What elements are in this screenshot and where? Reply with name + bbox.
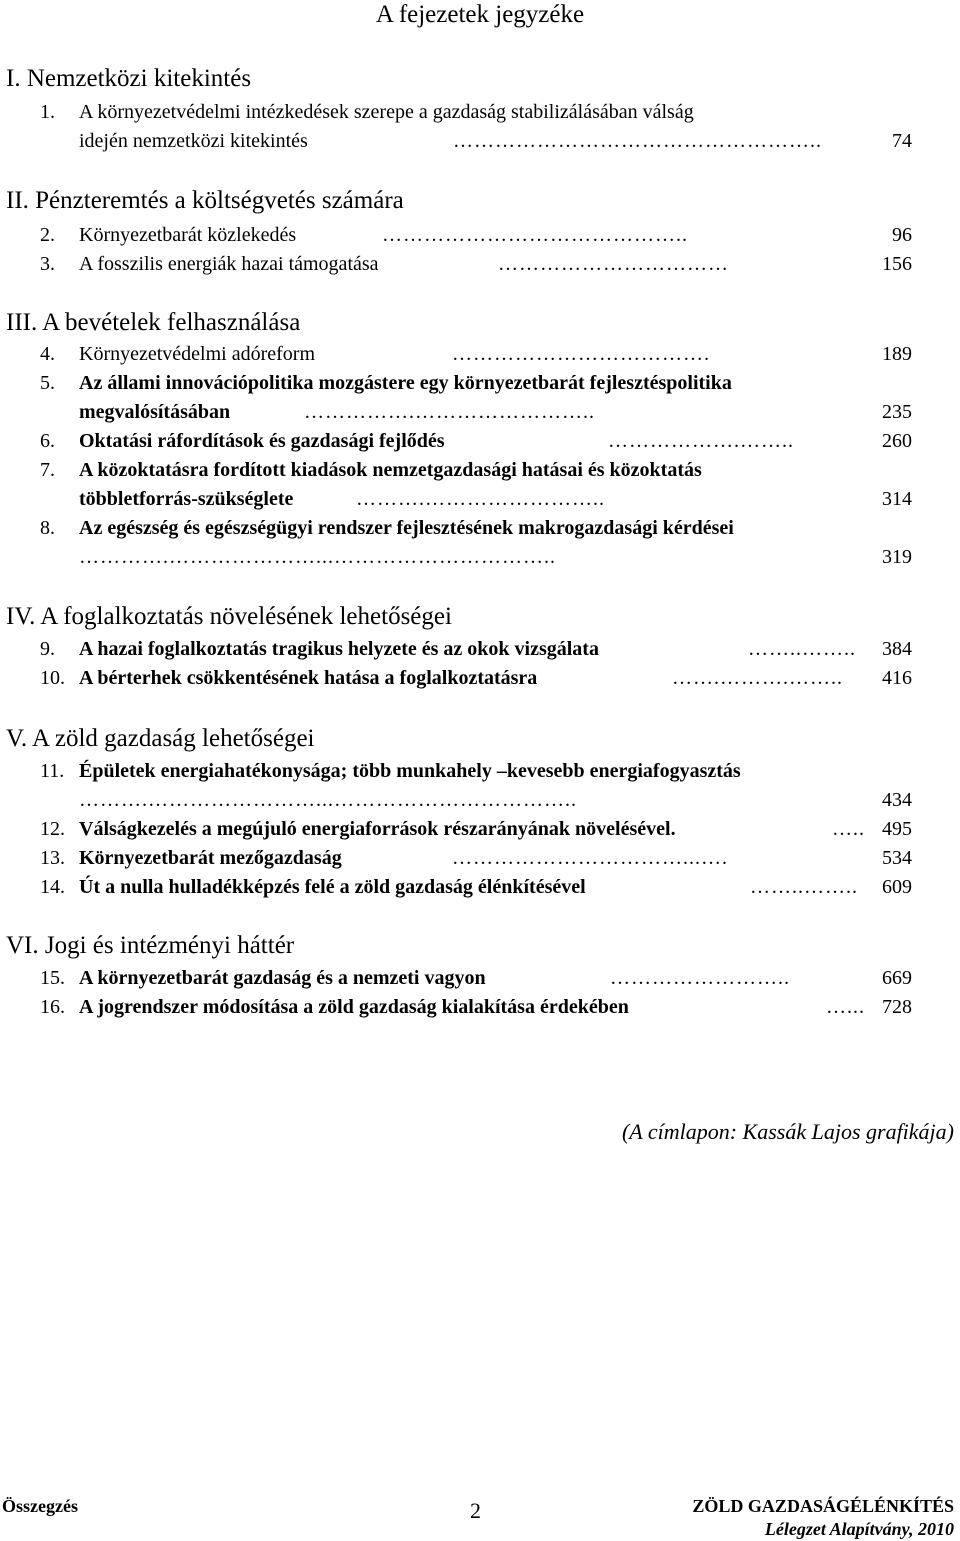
entry-title-cont: idején nemzetközi kitekintés (79, 130, 308, 152)
entry-page: 384 (882, 638, 912, 660)
entry-page: 609 (882, 876, 912, 898)
entry-number: 1. (40, 101, 55, 123)
footer-publisher: Lélegzet Alapítvány, 2010 (764, 1519, 954, 1539)
entry-title: Környezetvédelmi adóreform (79, 343, 316, 365)
entry-leader: ….. (832, 818, 865, 840)
entry-title: Épületek energiahatékonysága; több munkahely –kevesebb energiafogyasztás (79, 760, 741, 782)
entry-number: 3. (40, 253, 55, 275)
entry-leader: …………………………………….. (382, 224, 688, 246)
entry-title: A bérterhek csökkentésének hatása a foglalkoztatásra (79, 667, 538, 689)
entry-title: A hazai foglalkoztatás tragikus helyzete és az okok vizsgálata (79, 638, 599, 660)
entry-leader: …………………………………………….. (453, 130, 822, 152)
entry-page: 189 (882, 343, 912, 365)
entry-title: Válságkezelés a megújuló energiaforrások részarányának növelésével. (79, 818, 676, 840)
section-heading-6: VI. Jogi és intézményi háttér (6, 932, 295, 959)
entry-number: 16. (40, 996, 65, 1018)
section-heading-2: II. Pénzteremtés a költségvetés számára (6, 187, 404, 214)
entry-page: 534 (882, 847, 912, 869)
entry-number: 9. (40, 638, 55, 660)
entry-number: 8. (40, 517, 55, 539)
entry-leader: …….……….…….. (672, 667, 843, 689)
entry-number: 15. (40, 967, 65, 989)
entry-leader: ……………………………...…. (452, 847, 728, 869)
section-heading-1: I. Nemzetközi kitekintés (6, 65, 252, 92)
entry-leader: …………….…………………….. (304, 401, 595, 423)
entry-page: 434 (882, 789, 912, 811)
entry-number: 13. (40, 847, 65, 869)
entry-leader: ……….……………………...…………………………….. (79, 789, 577, 811)
entry-number: 11. (40, 760, 65, 782)
section-heading-3: III. A bevételek felhasználása (6, 309, 301, 336)
entry-number: 10. (40, 667, 65, 689)
entry-title: Környezetbarát közlekedés (79, 224, 297, 246)
entry-title: A jogrendszer módosítása a zöld gazdaság kialakítása érdekében (79, 996, 629, 1018)
entry-title: A közoktatásra fordított kiadások nemzetgazdasági hatásai és közoktatás (79, 459, 702, 481)
entry-page: 156 (882, 253, 912, 275)
entry-number: 7. (40, 459, 55, 481)
entry-number: 12. (40, 818, 65, 840)
entry-title: Oktatási ráfordítások és gazdasági fejlődés (79, 430, 445, 452)
entry-page: 728 (882, 996, 912, 1018)
entry-title: Az állami innovációpolitika mozgástere egy környezetbarát fejlesztéspolitika (79, 372, 732, 394)
entry-number: 6. (40, 430, 55, 452)
entry-page: 314 (882, 488, 912, 510)
entry-title: Az egészség és egészségügyi rendszer fejlesztésének makrogazdasági kérdései (79, 517, 734, 539)
entry-page: 319 (882, 546, 912, 568)
entry-leader: …………………….. (610, 967, 790, 989)
section-heading-4: IV. A foglalkoztatás növelésének lehetőségei (6, 603, 452, 630)
entry-number: 14. (40, 876, 65, 898)
entry-page: 74 (892, 130, 912, 152)
entry-page: 235 (882, 401, 912, 423)
footer-left: Összegzés (2, 1496, 78, 1516)
entry-leader: …………………………… (498, 253, 729, 275)
entry-title: A környezetbarát gazdaság és a nemzeti vagyon (79, 967, 486, 989)
cover-caption: (A címlapon: Kassák Lajos grafikája) (621, 1119, 954, 1144)
entry-leader: ……..…….. (748, 638, 856, 660)
entry-leader: ………………………………. (452, 343, 710, 365)
entry-number: 4. (40, 343, 55, 365)
entry-title-cont: megvalósításában (79, 401, 231, 423)
entry-title: A környezetvédelmi intézkedések szerepe a gazdaság stabilizálásában válság (79, 101, 694, 123)
entry-leader: ………….…………………...………………………….. (79, 546, 556, 568)
entry-leader: ……………….…….. (608, 430, 794, 452)
entry-leader: ……….…………………….. (356, 488, 605, 510)
entry-page: 669 (882, 967, 912, 989)
entry-title: Út a nulla hulladékképzés felé a zöld gazdaság élénkítésével (79, 876, 586, 898)
entry-leader: …... (826, 996, 865, 1018)
entry-page: 96 (892, 224, 912, 246)
section-heading-5: V. A zöld gazdaság lehetőségei (6, 725, 315, 752)
entry-title: Környezetbarát mezőgazdaság (79, 847, 342, 869)
entry-leader: ……..…….. (750, 876, 858, 898)
entry-title-cont: többletforrás-szükséglete (79, 488, 294, 510)
entry-title: A fosszilis energiák hazai támogatása (79, 253, 379, 275)
page-number: 2 (470, 1498, 481, 1523)
entry-number: 5. (40, 372, 55, 394)
footer-right: ZÖLD GAZDASÁGÉLÉNKÍTÉS (692, 1496, 954, 1516)
entry-number: 2. (40, 224, 55, 246)
entry-page: 416 (882, 667, 912, 689)
entry-page: 260 (882, 430, 912, 452)
page-title: A fejezetek jegyzéke (375, 1, 585, 28)
entry-page: 495 (882, 818, 912, 840)
